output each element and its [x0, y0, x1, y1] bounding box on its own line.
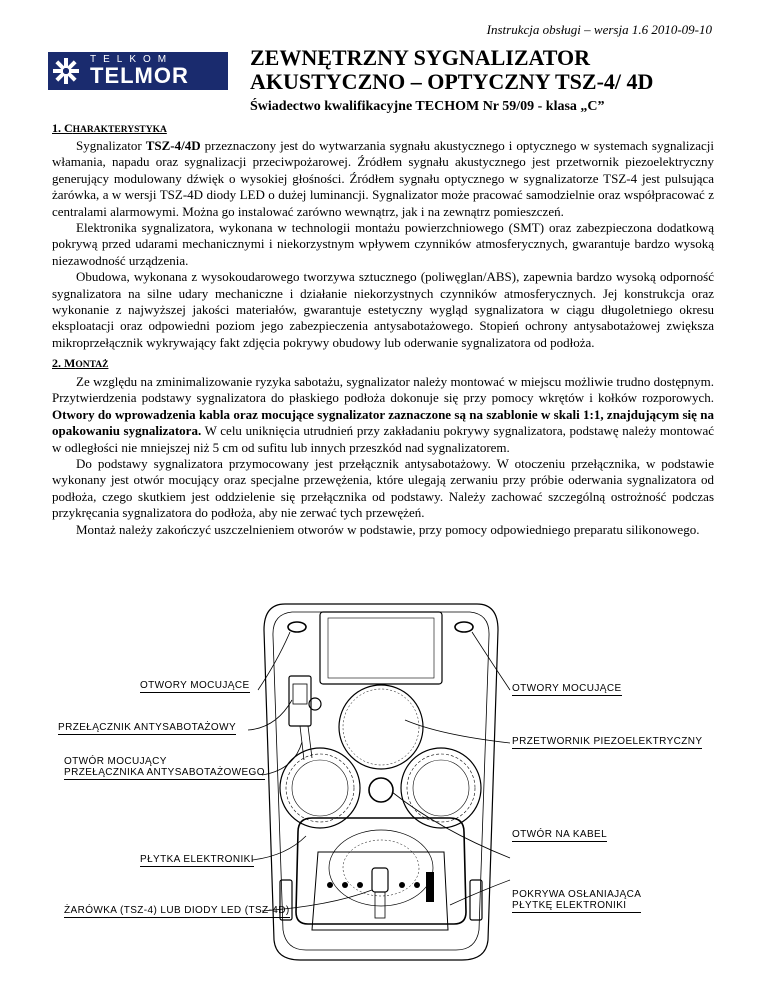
- label-mount-holes-left: OTWORY MOCUJĄCE: [140, 680, 250, 691]
- label-cable-hole: OTWÓR NA KABEL: [512, 829, 608, 840]
- housing-outline: [264, 604, 498, 960]
- version-info: Instrukcja obsługi – wersja 1.6 2010-09-10: [486, 22, 712, 37]
- pcb-board: [296, 818, 466, 924]
- certificate-subtitle: Świadectwo kwalifikacyjne TECHOM Nr 59/09 - klasa „C”: [250, 99, 605, 114]
- label-pcb-cover-line-1: POKRYWA OSŁANIAJĄCA: [512, 889, 642, 900]
- housing-inner-outline: [273, 612, 489, 950]
- logo-bottom-text: TELMOR: [90, 63, 189, 88]
- tamper-switch: [289, 676, 311, 726]
- s1p1-pre: Sygnalizator: [76, 138, 146, 153]
- label-tamper-switch: PRZEŁĄCZNIK ANTYSABOTAŻOWY: [58, 722, 237, 733]
- mount-hole-right: [455, 622, 473, 632]
- s1p1-bold: TSZ-4/4D: [145, 138, 201, 153]
- label-piezo-transducer: PRZETWORNIK PIEZOELEKTRYCZNY: [512, 736, 703, 747]
- s2p1-pre: Ze względu na zminimalizowanie ryzyka sabotażu, sygnalizator należy montować w miejscu możliwie trudno dostępnym. Przytwierdzenia podstawy sygnalizatora do płaskiego podłoża dokonuje się przy pomocy wkrętów i kołków rozporowych.: [52, 374, 714, 406]
- section-2-title: ONTAŻ: [75, 360, 109, 370]
- s2p1-bold: Otwory do wprowadzenia kabla oraz mocujące sygnalizator zaznaczone są na szablonie w skali 1:1, znajdującym się na opakowaniu sygnalizatora.: [52, 406, 714, 439]
- label-pcb-cover: [512, 889, 641, 913]
- lamp-bulb: [372, 868, 388, 892]
- label-lamp: ŻARÓWKA (TSZ-4) LUB DIODY LED (TSZ-4D): [64, 905, 290, 916]
- title-line-1: ZEWNĘTRZNY SYGNALIZATOR: [250, 45, 591, 70]
- section-1-title: HARAKTERYSTYKA: [72, 125, 167, 135]
- component-row: [327, 872, 434, 902]
- label-tamper-hole: [64, 756, 265, 780]
- label-tamper-hole-line-1: OTWÓR MOCUJĄCY: [64, 756, 167, 767]
- label-tamper-hole-line-2: PRZEŁĄCZNIKA ANTYSABOTAŻOWEGO: [64, 767, 265, 778]
- label-mount-holes-right: OTWORY MOCUJĄCE: [512, 683, 622, 694]
- logo-top-text: TELKOM: [90, 54, 174, 65]
- section-1-number: 1. C: [52, 121, 73, 135]
- label-pcb-cover-line-2: PŁYTKĘ ELEKTRONIKI: [512, 900, 641, 913]
- section-2-paragraph-2: Do podstawy sygnalizatora przymocowany jest przełącznik antysabotażowy. W otoczeniu przełącznika, w podstawie wykonany jest otwór mocujący oraz specjalne przewężenia, które ulegają zerwaniu przy próbie oderwania sygnalizatora od podłoża, czego skutkiem jest oddzielenie się przełącznika od podstawy. Należy zachować szczególną ostrożność podczas przykręcania sygnalizatora do podłoża, aby nie zerwać tych przewężeń.: [52, 456, 714, 521]
- s1p1-post: przeznaczony jest do wytwarzania sygnału akustycznego i optycznego w systemach sygnalizacji włamania, napadu oraz sygnalizacji przeciwpożarowej. Źródłem sygnału akustycznego jest przetwornik piezoelektryczny generujący modulowany dźwięk o wysokiej głośności. Źródłem sygnału optycznego w sygnalizatorze TSZ-4 jest pulsująca żarówka, a w wersji TSZ-4D diody LED o dużej luminancji. Sygnalizator może pracować samodzielnie oraz współpracować z centralami alarmowymi. Można go instalować zarówno wewnątrz, jak i na zewnątrz pomieszczeń.: [52, 138, 714, 219]
- section-2-number: 2. M: [52, 356, 76, 370]
- cable-hole: [369, 778, 393, 802]
- title-line-2: AKUSTYCZNO – OPTYCZNY TSZ-4/ 4D: [250, 69, 654, 94]
- section-1-paragraph-2: Elektronika sygnalizatora, wykonana w technologii montażu powierzchniowego (SMT) oraz zabezpieczona dodatkową pokrywą przed udarami mechanicznymi i niekorzystnym wpływem czynników atmosferycznych, gwarantuje bardzo wysoką niezawodność urządzenia.: [52, 220, 714, 268]
- top-recess: [320, 612, 442, 684]
- section-2-paragraph-3: Montaż należy zakończyć uszczelnieniem otworów w podstawie, przy pomocy odpowiedniego preparatu silikonowego.: [76, 521, 700, 537]
- piezo-transducer: [339, 685, 423, 769]
- mount-hole-left: [288, 622, 306, 632]
- label-pcb: PŁYTKA ELEKTRONIKI: [140, 854, 254, 865]
- section-1-paragraph-3: Obudowa, wykonana z wysokoudarowego tworzywa sztucznego (poliwęglan/ABS), zapewnia bardzo wysoką odporność sygnalizatora na silne udary mechaniczne i działanie niekorzystnych czynników atmosferycznych. Jej konstrukcja oraz wykonanie z najwyższej jakości materiałów, gwarantuje estetyczny wygląd sygnalizatora w ciągu długoletniego okresu eksploatacji oraz odpowiedni poziom jego zabezpieczenia antysabotażowego. Stopień ochrony antysabotażowej zwiększa mikroprzełącznik wykrywający fakt zdjęcia pokrywy obudowy lub oderwanie sygnalizatora od podłoża.: [52, 269, 714, 350]
- s2p1-post: W celu uniknięcia utrudnień przy zakładaniu pokrywy sygnalizatora, podstawę należy montować w odległości nie mniejszej niż 5 cm od sufitu lub innych przeszkód nad sygnalizatorem.: [52, 423, 714, 455]
